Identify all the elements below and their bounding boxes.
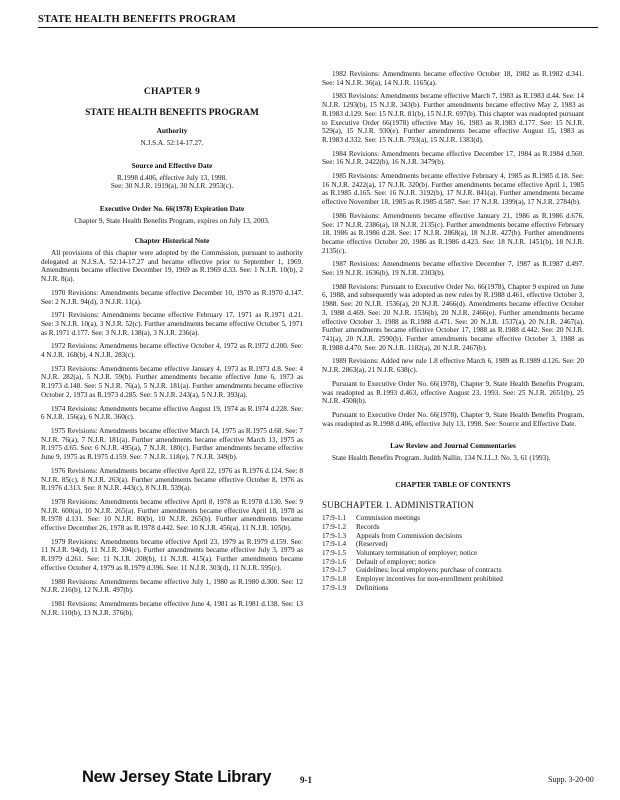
historical-paragraph: 1988 Revisions: Pursuant to Executive Order No. 66(1978), Chapter 9 expired on June 6, 1988, and subsequently was adopted as new rules by R.1988 d.461, effective October 3, 1988. See: 20 N.J.R. 1536(a), 20 N.J.R. 2466(d). Amendments became effective October 3, 1988 d.469. See: 20 N.J.R. 1536(b), 20 N.J.R. 2466(e). Further amendments became effective October 3, 1988 as R.1988 d.471. See: 20 N.J.R. 1537(a), 20 N.J.R. 2467(a). Further amendments became effective October 17, 1988 as R.1988 d.442. See: 20 N.J.R. 741(a), 20 N.J.R. 2590(b). Further amendments became effective October 3, 1988 as R.1988 d.470. See: 20 N.J.R. 1182(a), 20 N.J.R. 2467(b). [322, 282, 584, 352]
toc-number: 17:9-1.9 [322, 583, 347, 592]
toc-item [322, 575, 584, 584]
historical-paragraph: Pursuant to Executive Order No. 66(1978), Chapter 9, State Health Benefits Program, was readopted as R.1993 d.463, effective August 23, 1993. See: 25 N.J.R. 2651(b), 25 N.J.R. 4508(b). [322, 379, 584, 406]
toc-title: Commission meetings [356, 514, 421, 523]
source-text-2: See: 30 N.J.R. 1919(a), 30 N.J.R. 2953(c). [110, 182, 234, 191]
toc-item [322, 514, 584, 523]
toc-heading: CHAPTER TABLE OF CONTENTS [395, 479, 511, 489]
historical-paragraph: 1986 Revisions: Amendments became effective January 21, 1986 as R.1986 d.676. See: 17 N.J.R. 2386(a), 18 N.J.R. 2135(c). Further amendments became effective February 18, 1986 as R.1986 d.28. See: 17 N.J.R. 2868(a), 18 N.J.R. 427(b). Further amendments became effective October 20, 1986 as R.1986 d.423. See: 18 N.J.R. 1451(b), 18 N.J.R. 2135(c). [322, 211, 584, 255]
toc-item [322, 532, 584, 541]
authority-text: N.J.S.A. 52:14-17.27. [140, 139, 204, 148]
source-heading: Source and Effective Date [131, 160, 213, 170]
historical-paragraph: Pursuant to Executive Order No. 66(1978), Chapter 9, State Health Benefits Program, was readopted as R.1998 d.406, effective July 13, 1998. See: Source and Effective Date. [322, 410, 584, 428]
historical-paragraph: All provisions of this chapter were adopted by the Commission, pursuant to authority delegated at N.J.S.A. 52:14-17.27 and became effective prior to September 1, 1969. Amendments became effective December 19, 1969 as R.1969 d.33. See: 1 N.J.R. 10(b), 2 N.J.R. 8(a). [41, 249, 303, 284]
toc-number: 17:9-1.1 [322, 514, 347, 523]
toc-number: 17:9-1.7 [322, 566, 347, 575]
historical-paragraph: 1984 Revisions: Amendments became effective December 17, 1984 as R.1984 d.560. See: 16 N.J.R. 2422(b), 16 N.J.R. 3479(b). [322, 149, 584, 167]
source-text-1: R.1998 d.406, effective July 13, 1998. [116, 173, 228, 182]
page-number: 9-1 [300, 775, 312, 785]
right-column [322, 70, 584, 592]
historical-paragraph: 1978 Revisions: Amendments became effective April 8, 1978 as R.1978 d.130. See: 9 N.J.R. 600(a), 10 N.J.R. 265(a). Further amendments became effective April 18, 1978 as R.1978 d.131. See: 10 N.J.R. 80(b), 10 N.J.R. 265(b). Further amendments became effective December 26, 1978 as R.1978 d.442. See: 10 N.J.R. 456(a), 11 N.J.R. 105(b). [41, 497, 303, 533]
toc-number: 17:9-1.4 [322, 540, 347, 549]
historical-paragraph: 1973 Revisions: Amendments became effective January 4, 1973 as R.1973 d.8. See: 4 N.J.R. 282(a), 5 N.J.R. 59(b). Further amendments became effective June 6, 1973 as R.1973 d.148. See: 5 N.J.R. 76(a), 5 N.J.R. 181(a). Further amendments became effective October 2, 1973 as R.1973 d.285. See: 5 N.J.R. 243(a), 5 N.J.R. 393(a). [41, 364, 303, 399]
historical-paragraph: 1976 Revisions: Amendments became effective April 22, 1976 as R.1976 d.124. See: 8 N.J.R. 85(c), 8 N.J.R. 263(a). Further amendments became effective October 8, 1976 as R.1976 d.313. See: 8 N.J.R. 443(c), 8 N.J.R. 539(a). [41, 466, 303, 493]
toc-item [322, 566, 584, 575]
historical-paragraph: 1980 Revisions: Amendments became effective July 1, 1980 as R.1980 d.300. See: 12 N.J.R. 216(b), 12 N.J.R. 497(b). [41, 577, 303, 595]
historical-paragraph: 1971 Revisions: Amendments became effective February 17, 1971 as R.1971 d.21. See: 3 N.J.R. 10(a), 3 N.J.R. 52(c). Further amendments became effective October 5, 1971 as R.1971 d.177. See: 3 N.J.R. 138(a), 3 N.J.R. 236(a). [41, 311, 303, 337]
supplement-date: Supp. 3-20-00 [548, 775, 594, 784]
law-review-heading: Law Review and Journal Commentaries [390, 441, 516, 451]
historical-paragraph: 1979 Revisions: Amendments became effective April 23, 1979 as R.1979 d.159. See: 11 N.J.R. 94(d), 11 N.J.R. 304(c). Further amendments became effective July 3, 1979 as R.1979 d.261. See: 11 N.J.R. 208(b), 11 N.J.R. 415(a). Further amendments became effective October 4, 1979 as R.1979 d.396. See: 11 N.J.R. 303(d), 11 N.J.R. 595(c). [41, 537, 303, 572]
toc-item [322, 558, 584, 567]
toc-title: Records [356, 522, 380, 531]
running-head: STATE HEALTH BENEFITS PROGRAM [38, 14, 598, 28]
toc-number: 17:9-1.3 [322, 531, 347, 540]
toc-number: 17:9-1.6 [322, 557, 347, 566]
toc-number: 17:9-1.2 [322, 522, 347, 531]
toc-title: Voluntary termination of employer; notice [356, 548, 478, 557]
toc-item [322, 549, 584, 558]
law-review-text: State Health Benefits Program. Judith Nallin, 134 N.J.L.J. No. 3, 61 (1993). [332, 454, 551, 463]
exec-order-heading: Executive Order No. 66(1978) Expiration Date [99, 203, 245, 213]
toc-number: 17:9-1.5 [322, 548, 347, 557]
library-watermark: New Jersey State Library [82, 768, 272, 786]
chapter-title: STATE HEALTH BENEFITS PROGRAM [85, 107, 259, 118]
toc-title: (Reserved) [356, 540, 388, 549]
toc-number: 17:9-1.8 [322, 575, 347, 584]
toc-title: Appeals from Commission decisions [356, 531, 463, 540]
subchapter-title: SUBCHAPTER 1. ADMINISTRATION [322, 500, 474, 511]
historical-paragraph: 1970 Revisions: Amendments became effective December 10, 1970 as R.1970 d.147. See: 2 N.J.R. 94(d), 3 N.J.R. 11(a). [41, 288, 303, 306]
historical-paragraph: 1983 Revisions: Amendments became effective March 7, 1983 as R.1983 d.44. See: 14 N.J.R. 1293(b), 15 N.J.R. 343(b). Further amendments became effective May 2, 1983 as R.1983 d.129. See: 15 N.J.R. 81(b), 15 N.J.R. 697(b). This chapter was readopted pursuant to Executive Order 66(1978) effective May 16, 1983 as R.1983 d.177. See: 15 N.J.R. 529(a), 15 N.J.R. 930(e). Further amendments became effective August 15, 1983 as R.1983 d.332. See: 15 N.J.R. 793(a), 15 N.J.R. 1383(d). [322, 92, 584, 144]
toc-item [322, 523, 584, 532]
toc-title: Default of employer; notice [356, 557, 436, 566]
chapter-number: CHAPTER 9 [143, 87, 201, 97]
historical-paragraph: 1987 Revisions: Amendments became effective December 7, 1987 as R.1987 d.497. See: 19 N.J.R. 1636(b), 19 N.J.R. 2303(b). [322, 260, 584, 278]
historical-paragraph: 1989 Revisions: Added new rule 1.8 effective March 6, 1989 as R.1989 d.126. See: 20 N.J.R. 2863(a), 21 N.J.R. 638(c). [322, 357, 584, 375]
left-column [41, 70, 303, 622]
toc-title: Employer incentives for non-enrollment prohibited [356, 575, 503, 584]
historical-paragraph: 1985 Revisions: Amendments became effective February 4, 1985 as R.1985 d.18. See: 16 N.J.R. 2422(a), 17 N.J.R. 320(b). Further amendments became effective April 1, 1985 as R.1985 d.165. See: 16 N.J.R. 3192(b), 17 N.J.R. 841(a). Further amendments became effective November 18, 1985 as R.1985 d.587. See: 17 N.J.R. 1399(a), 17 N.J.R. 2784(b). [322, 172, 584, 207]
historical-note-heading: Chapter Historical Note [134, 236, 210, 246]
authority-heading: Authority [156, 126, 188, 136]
toc-title: Definitions [356, 583, 389, 592]
historical-paragraph: 1972 Revisions: Amendments became effective October 4, 1972 as R.1972 d.200. See: 4 N.J.R. 168(b), 4 N.J.R. 283(c). [41, 342, 303, 360]
historical-paragraph: 1981 Revisions: Amendments became effective June 4, 1981 as R.1981 d.138. See: 13 N.J.R. 110(b), 13 N.J.R. 376(b). [41, 599, 303, 617]
historical-paragraph: 1974 Revisions: Amendments became effective August 19, 1974 as R.1974 d.228. See: 6 N.J.R. 156(a), 6 N.J.R. 360(c). [41, 404, 303, 422]
toc-item [322, 584, 584, 593]
historical-paragraph: 1982 Revisions: Amendments became effective October 18, 1982 as R.1982 d.341. See: 14 N.J.R. 36(a), 14 N.J.R. 1165(a). [322, 70, 584, 87]
historical-paragraph: 1975 Revisions: Amendments became effective March 14, 1975 as R.1975 d.68. See: 7 N.J.R. 76(a), 7 N.J.R. 181(a). Further amendments became effective March 13, 1975 as R.1975 d.65. See: 6 N.J.R. 495(a), 7 N.J.R. 180(c). Further amendments became effective June 9, 1975 as R.1975 d.159. See: 7 N.J.R. 118(e), 7 N.J.R. 349(b). [41, 426, 303, 462]
toc-item [322, 540, 584, 549]
toc-list [322, 514, 584, 592]
exec-order-text: Chapter 9, State Health Benefits Program, expires on July 13, 2003. [74, 216, 270, 225]
toc-title: Guidelines; local employers; purchase of contracts [356, 566, 502, 575]
